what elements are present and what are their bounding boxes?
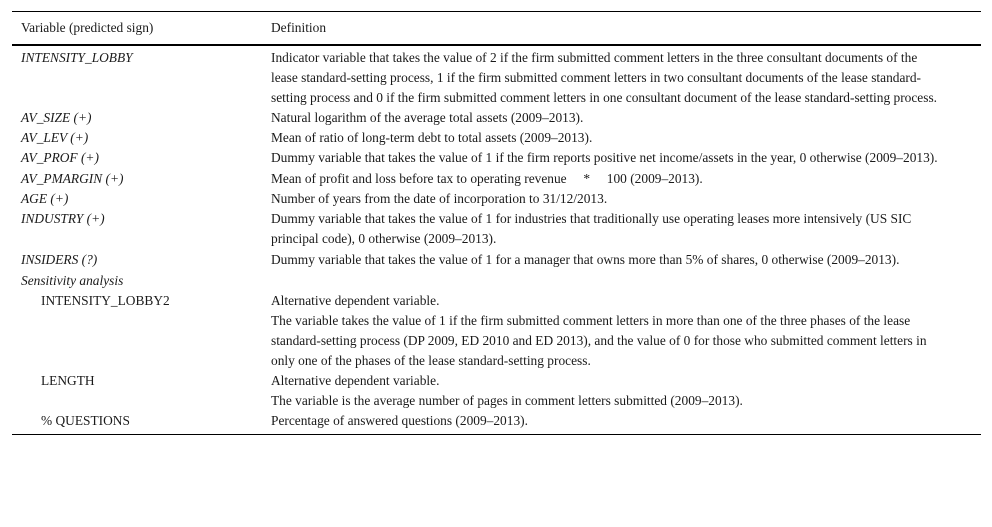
variable-cell: AV_PMARGIN (+): [21, 171, 124, 186]
definition-cell: [262, 291, 981, 371]
definition-cell: [262, 411, 981, 435]
definition-line: Alternative dependent variable.: [271, 373, 440, 388]
definition-cell: Dummy variable that takes the value of 1 for a manager that owns more than 5% of shares, 0 otherwise (2009–2013).: [271, 252, 900, 267]
variable-definitions-table: [12, 11, 981, 435]
variable-cell: INDUSTRY (+): [21, 211, 105, 226]
table-row: [12, 148, 981, 169]
table-row: [12, 411, 981, 435]
definition-cell: Dummy variable that takes the value of 1 for industries that traditionally use operating leases more intensively (US SIC principal code), 0 otherwise (2009–2013).: [271, 211, 912, 246]
variable-cell: % QUESTIONS: [41, 413, 130, 428]
definition-cell: Natural logarithm of the average total assets (2009–2013).: [271, 110, 584, 125]
sensitivity-heading: Sensitivity analysis: [21, 273, 124, 288]
variable-cell: INTENSITY_LOBBY2: [41, 293, 170, 308]
definition-cell: Number of years from the date of incorporation to 31/12/2013.: [271, 191, 608, 206]
table-row: [12, 371, 981, 411]
definition-cell: Mean of profit and loss before tax to operating revenue * 100 (2009–2013).: [271, 171, 703, 186]
header-definition: Definition: [262, 12, 981, 46]
definition-cell: Mean of ratio of long-term debt to total assets (2009–2013).: [271, 130, 593, 145]
header-variable: Variable (predicted sign): [12, 12, 262, 46]
variable-cell: INTENSITY_LOBBY: [21, 50, 133, 65]
definition-line: The variable is the average number of pages in comment letters submitted (2009–2013).: [271, 393, 743, 408]
variable-cell: INSIDERS (?): [21, 252, 98, 267]
variable-cell: LENGTH: [41, 373, 95, 388]
definition-line: Alternative dependent variable.: [271, 293, 440, 308]
table-header-row: [12, 12, 981, 46]
table-row: [12, 45, 981, 108]
definition-line: Percentage of answered questions (2009–2013).: [271, 413, 528, 428]
table-row: [12, 209, 981, 250]
variable-cell: AGE (+): [21, 191, 69, 206]
definition-cell: [262, 371, 981, 411]
variable-cell: AV_SIZE (+): [21, 110, 92, 125]
table-row: [12, 291, 981, 371]
variable-cell: AV_PROF (+): [21, 150, 99, 165]
variable-definitions-table-container: [12, 11, 981, 435]
definition-cell: Dummy variable that takes the value of 1 if the firm reports positive net income/assets in the year, 0 otherwise (2009–2013).: [271, 150, 938, 165]
table-row: [12, 189, 981, 209]
table-row: [12, 108, 981, 128]
table-row: [12, 128, 981, 148]
section-heading-row: [12, 271, 981, 291]
variable-cell: AV_LEV (+): [21, 130, 89, 145]
table-row: [12, 250, 981, 271]
definition-line: The variable takes the value of 1 if the firm submitted comment letters in more than one of the three phases of the lease standard-setting process (DP 2009, ED 2010 and ED 2013), and the value of 0 for those who submitted comment letters in only one of the phases of the lease standard-setting process.: [271, 313, 927, 368]
definition-cell: Indicator variable that takes the value of 2 if the firm submitted comment letters in the three consultant documents of the lease standard-setting process, 1 if the firm submitted comment letters in two consultant documents of the lease standard-setting process and 0 if the firm submitted comment letters in one consultant document of the lease standard-setting process.: [271, 50, 938, 105]
table-row: [12, 169, 981, 189]
